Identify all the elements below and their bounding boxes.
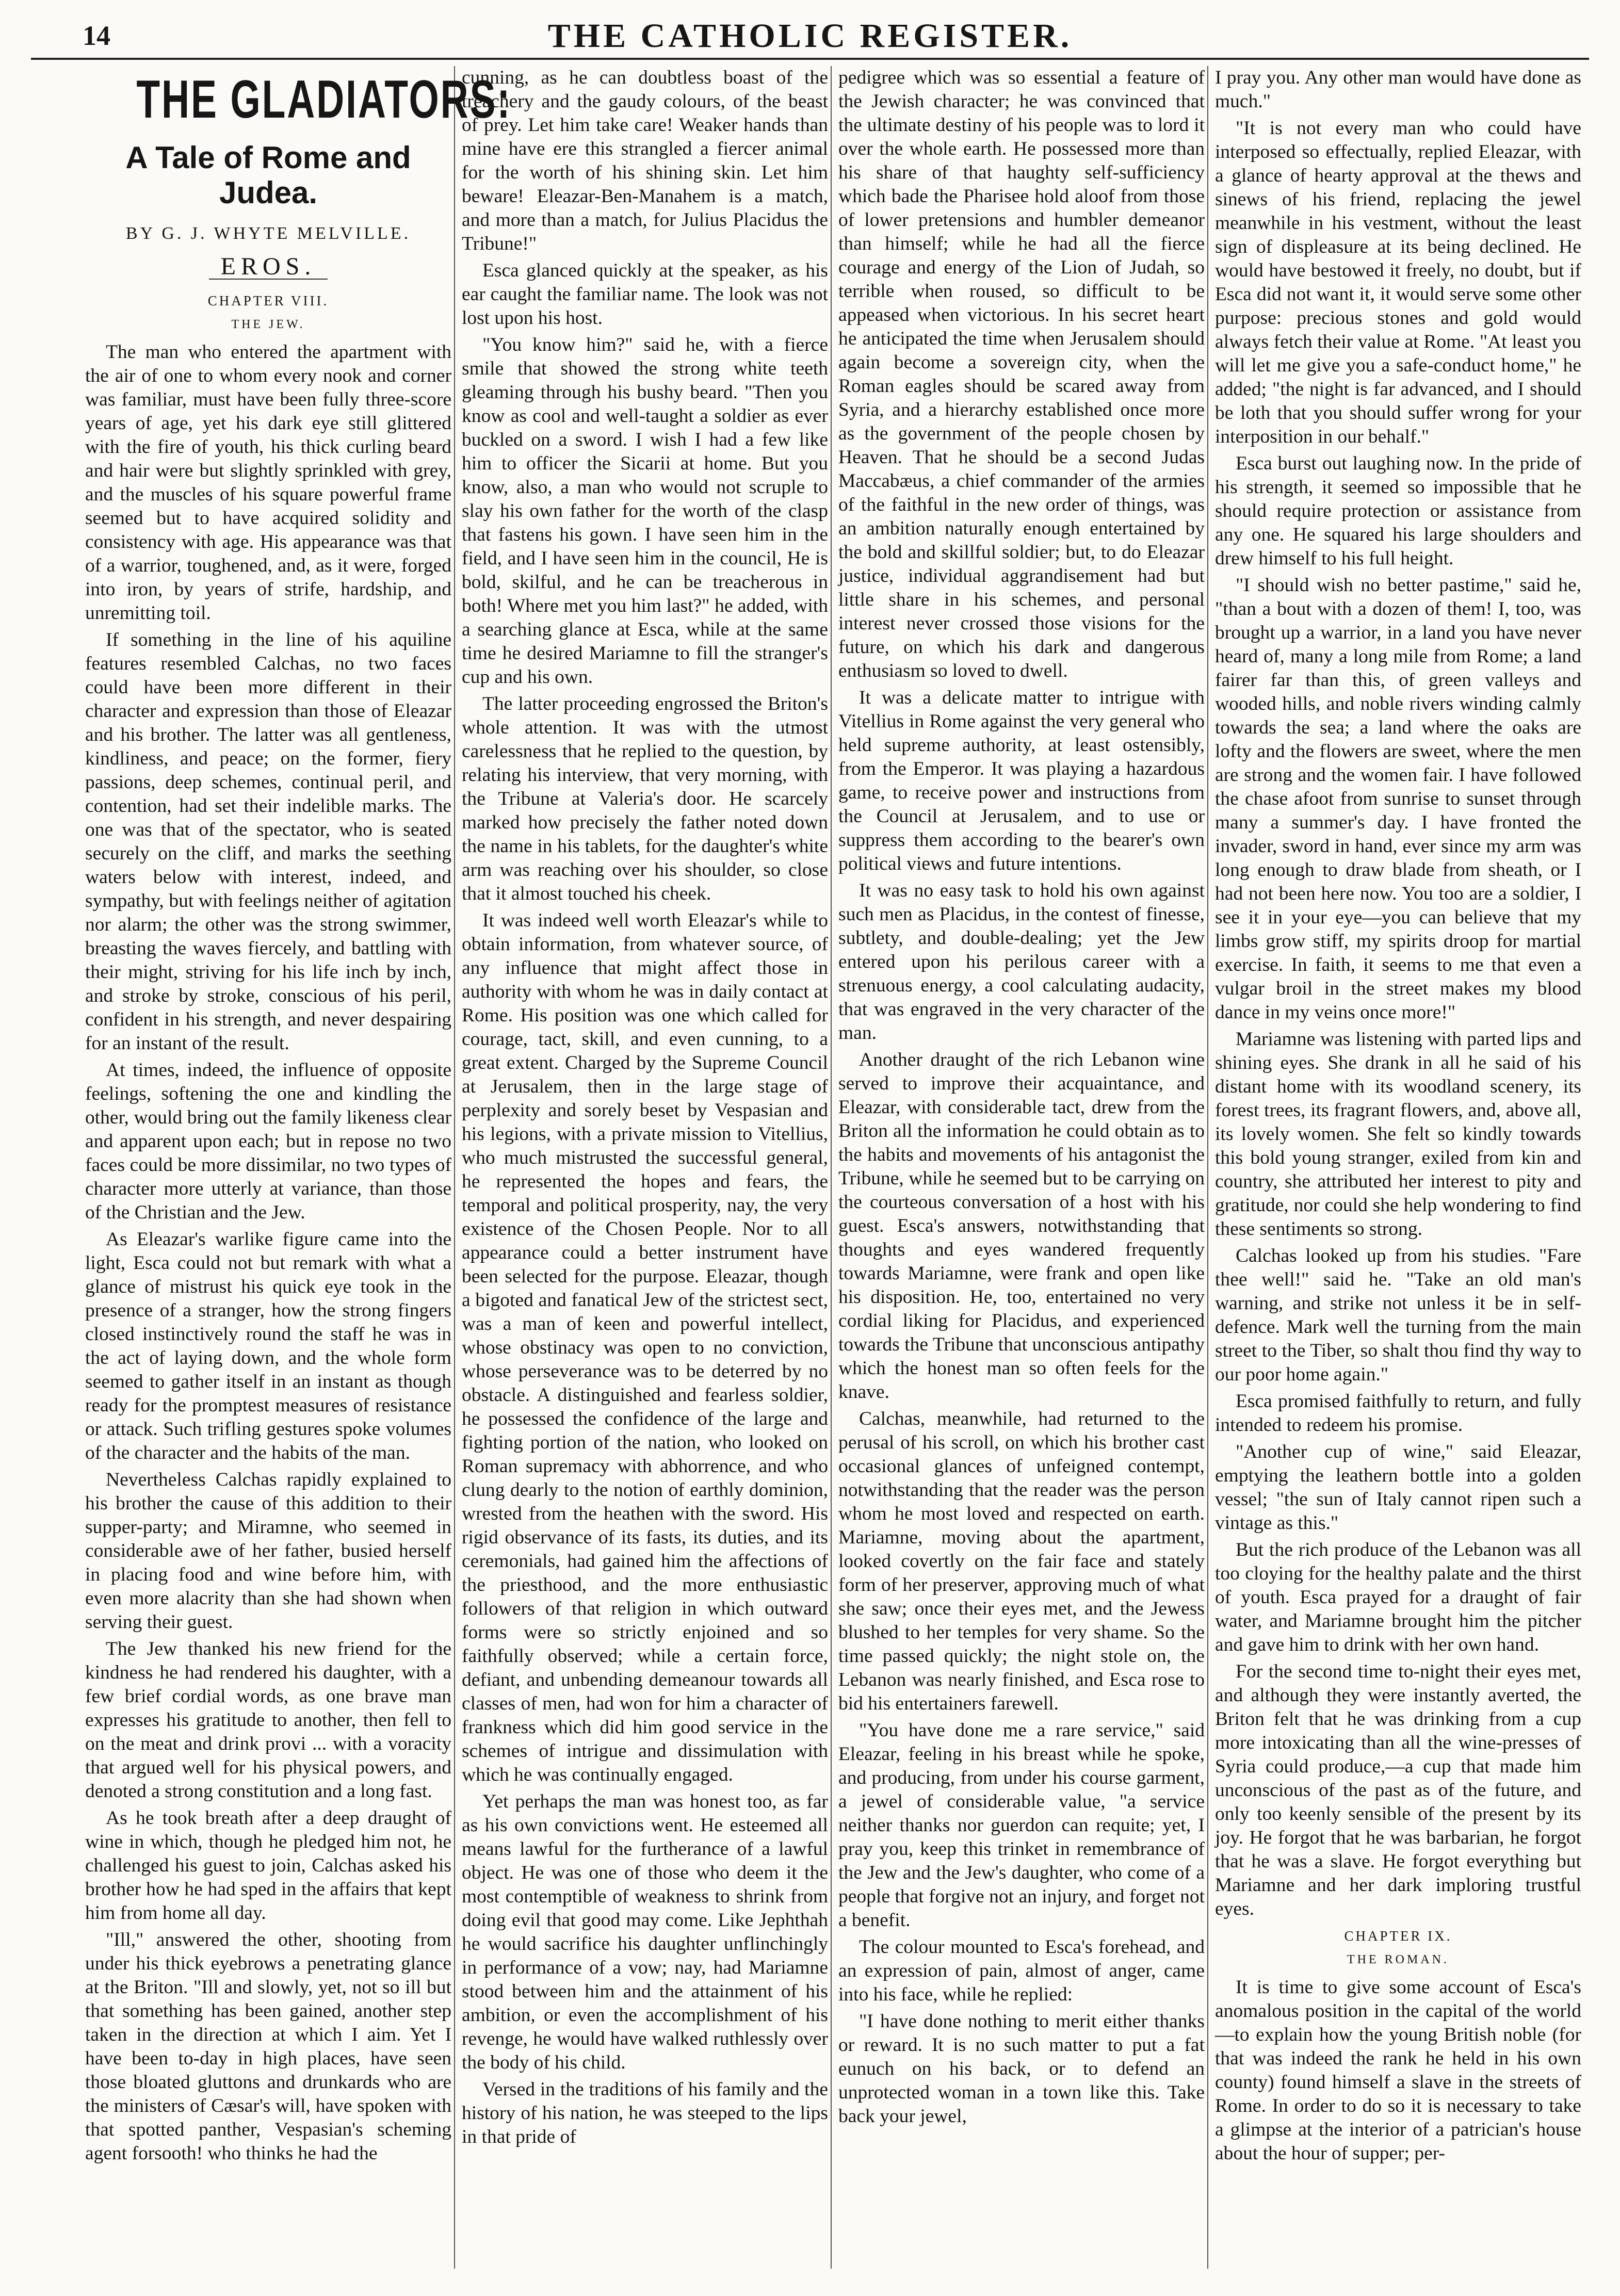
column-4 — [1215, 66, 1581, 2269]
paragraph: The colour mounted to Esca's forehead, and an expression of pain, almost of anger, came into his face, while he replied: — [838, 1936, 1205, 2005]
column-2 — [462, 66, 828, 2269]
article-subtitle: A Tale of Rome and Judea. — [125, 140, 411, 210]
chapter-subheading: THE JEW. — [231, 318, 305, 331]
article-title: THE GLADIATORS: — [136, 70, 512, 129]
paragraph: Esca promised faithfully to return, and fully intended to redeem his promise. — [1215, 1391, 1581, 1436]
paragraph: It was no easy task to hold his own against such men as Placidus, in the contest of finesse, subtlety, and double-dealing; yet the Jew entered upon his perilous career with a strenuous energy, a cool calculating audacity, that was engraved in the very character of the man. — [838, 880, 1205, 1044]
paragraph: I pray you. Any other man would have done as much." — [1215, 67, 1581, 112]
article-byline: BY G. J. WHYTE MELVILLE. — [125, 224, 411, 243]
paragraph: "I should wish no better pastime," said he, "than a bout with a dozen of them! I, too, was brought up a warrior, in a land you have never heard of, many a long mile from Rome; a land fairer far than this, of green valleys and wooded hills, and noble rivers winding calmly towards the sea; a land where the oaks are lofty and the flowers are sweet, where the men are strong and the women fair. I have followed the chase afoot from sunrise to sunset through many a summer's day. I have fronted the invader, sword in hand, ever since my arm was long enough to draw blade from sheath, or I had not been here now. You too are a soldier, I see it in your eye—you can believe that my limbs grow stiff, my spirits droop for martial exercise. In faith, it seems to me that even a vulgar broil in the street makes my blood dance in my veins once more!" — [1215, 575, 1581, 1023]
paragraph: The latter proceeding engrossed the Briton's whole attention. It was with the utmost carelessness that he replied to the question, by relating his interview, that very morning, with the Tribune at Valeria's door. He scarcely marked how precisely the father noted down the name in his tablets, for the daughter's white arm was reaching over his shoulder, so close that it almost touched his cheek. — [462, 693, 828, 904]
paragraph: Mariamne was listening with parted lips and shining eyes. She drank in all he said of his distant home with its woodland scenery, its forest trees, its fragrant flowers, and, above all, its lovely women. She felt so kindly towards this bold young stranger, exiled from kin and country, she attributed her interest to pity and gratitude, nor could she help wondering to find these sentiments so strong. — [1215, 1029, 1581, 1240]
chapter-subheading: THE ROMAN. — [1347, 1953, 1449, 1966]
paragraph: cunning, as he can doubtless boast of the treachery and the gaudy colours, of the beast of prey. Let him take care! Weaker hands than mine have ere this strangled a fiercer animal for the worth of his shining skin. Let him beware! Eleazar-Ben-Manahem is a match, and more than a match, for Julius Placidus the Tribune!" — [462, 67, 828, 254]
paragraph: As Eleazar's warlike figure came into the light, Esca could not but remark with what a glance of mistrust his quick eye took in the presence of a stranger, how the strong fingers closed instinctively round the staff he was in the act of laying down, and the whole form seemed to gather itself in an instant as though ready for the promptest measures of resistance or attack. Such trifling gestures spoke volumes of the character and the habits of the man. — [85, 1229, 451, 1463]
paragraph: "I have done nothing to merit either thanks or reward. It is no such matter to put a fat eunuch on his back, or to defend an unprotected woman in a town like this. Take back your jewel, — [838, 2011, 1205, 2127]
column-divider — [454, 66, 455, 2269]
paragraph: Another draught of the rich Lebanon wine served to improve their acquaintance, and Eleazar, with considerable tact, drew from the Briton all the information he could obtain as to the habits and movements of his antagonist the Tribune, while he seemed but to be carrying on the courteous conversation of a host with his guest. Esca's answers, notwithstanding that thoughts and eyes wandered frequently towards Mariamne, were frank and open like his disposition. He, too, entertained no very cordial liking for Placidus, and experienced towards the Tribune that unconscious antipathy which the honest man so often feels for the knave. — [838, 1049, 1205, 1403]
paragraph: The Jew thanked his new friend for the kindness he had rendered his daughter, with a few brief cordial words, as one brave man expresses his gratitude to another, then fell to on the meat and drink provi ... with a voracity that argued well for his physical powers, and denoted a strong constitution and a long fast. — [85, 1638, 451, 1802]
paragraph: Esca glanced quickly at the speaker, as his ear caught the familiar name. The look was not lost upon his host. — [462, 260, 828, 329]
paragraph: Calchas, meanwhile, had returned to the perusal of his scroll, on which his brother cast occasional glances of unfeigned contempt, notwithstanding that the reader was the person whom he most loved and respected on earth. Mariamne, moving about the apartment, looked covertly on the fair face and stately form of her preserver, approving much of what she saw; once their eyes met, and the Jewess blushed to her temples for very shame. So the time passed quickly; the night stole on, the Lebanon was nearly finished, and Esca rose to bid his entertainers farewell. — [838, 1408, 1205, 1714]
paragraph: "You know him?" said he, with a fierce smile that showed the strong white teeth gleaming through his bushy beard. "Then you know as cool and well-taught a soldier as ever buckled on a sword. I wish I had a few like him to officer the Sicarii at home. But you know, also, a man who would not scruple to slay his own father for the worth of the clasp that fastens his gown. I have seen him in the field, and I have seen him in the council, He is bold, skilful, and he can be treacherous in both! Where met you him last?" he added, with a searching glance at Esca, while at the same time he desired Mariamne to fill the stranger's cup and his own. — [462, 334, 828, 688]
column-divider — [1207, 66, 1208, 2269]
chapter-heading: CHAPTER IX. — [1344, 1928, 1452, 1944]
paragraph: Nevertheless Calchas rapidly explained to his brother the cause of this addition to their supper-party; and Miramne, who seemed in considerable awe of her father, busied herself in placing food and wine before him, with even more alacrity than she had shown when serving their guest. — [85, 1469, 451, 1633]
paragraph: Esca burst out laughing now. In the pride of his strength, it seemed so impossible that he should require protection or assistance from any one. He squared his large shoulders and drew himself to his full height. — [1215, 453, 1581, 569]
paragraph: Yet perhaps the man was honest too, as far as his own convictions went. He esteemed all means lawful for the furtherance of a lawful object. He was one of those who deem it the most contemptible of weakness to shrink from doing evil that good may come. Like Jephthah he would sacrifice his daughter unflinchingly in performance of a vow; nay, had Mariamne stood between him and the attainment of his ambition, or even the accomplishment of his revenge, he would have walked ruthlessly over the body of his child. — [462, 1791, 828, 2073]
paragraph: Calchas looked up from his studies. "Fare thee well!" said he. "Take an old man's warning, and strike not unless it be in self-defence. Mark well the turning from the main street to the Tiber, so shalt thou find thy way to our poor home again." — [1215, 1245, 1581, 1385]
paragraph: As he took breath after a deep draught of wine in which, though he pledged him not, he challenged his guest to join, Calchas asked his brother how he had sped in the affairs that kept him from home all day. — [85, 1808, 451, 1924]
header-rule — [31, 58, 1589, 60]
column-1 — [85, 66, 512, 2269]
paragraph: "Ill," answered the other, shooting from under his thick eyebrows a penetrating glance at the Briton. "Ill and slowly, yet, not so ill but that something has been gained, another step taken in the direction at which I aim. Yet I have been to-day in high places, have seen those bloated gluttons and drunkards who are the ministers of Cæsar's will, have spoken with that spotted panther, Vespasian's scheming agent forsooth! who thinks he had the — [85, 1929, 451, 2164]
masthead: THE CATHOLIC REGISTER. — [547, 17, 1073, 55]
paragraph: It is time to give some account of Esca's anomalous position in the capital of the world—to explain how the young British noble (for that was indeed the rank he held in his own county) found himself a slave in the streets of Rome. In order to do so it is necessary to take a glimpse at the interior of a patrician's house about the hour of supper; per- — [1215, 1977, 1581, 2164]
paragraph: It was a delicate matter to intrigue with Vitellius in Rome against the very general who held supreme authority, at least ostensibly, from the Emperor. It was playing a hazardous game, to receive power and instructions from the Council at Jerusalem, and to use or suppress them according to the bearer's own political views and future intentions. — [838, 687, 1205, 874]
column-divider — [831, 66, 832, 2269]
paragraph: But the rich produce of the Lebanon was all too cloying for the healthy palate and the thirst of youth. Esca prayed for a draught of fair water, and Mariamne brought him the pitcher and gave him to drink with her own hand. — [1215, 1539, 1581, 1655]
paragraph: Versed in the traditions of his family and the history of his nation, he was steeped to the lips in that pride of — [462, 2079, 828, 2147]
section-heading: EROS. — [209, 255, 328, 280]
page-header — [31, 15, 1589, 55]
page-number: 14 — [83, 20, 110, 51]
paragraph: pedigree which was so essential a feature of the Jewish character; he was convinced that the ultimate destiny of his people was to lord it over the whole earth. He possessed more than his share of that haughty self-sufficiency which bade the Pharisee hold aloof from those of lower pretensions and humbler demeanor than himself; while he had all the fierce courage and energy of the Lion of Judah, so terrible when roused, so difficult to be appeased when victorious. In his secret heart he anticipated the time when Jerusalem should again become a sovereign city, when the Roman eagles should be scared away from Syria, and a hierarchy established once more as the government of the people chosen by Heaven. That he should be a second Judas Maccabæus, a chief commander of the armies of the faithful in the new order of things, was an ambition naturally enough entertained by the bold and skillful soldier; but, to do Eleazar justice, individual aggrandisement had but little share in his schemes, and personal interest never crossed those visions for the future, on which his dark and dangerous enthusiasm so loved to dwell. — [838, 67, 1205, 681]
paragraph: "You have done me a rare service," said Eleazar, feeling in his breast while he spoke, and producing, from under his course garment, a jewel of considerable value, "a service neither thanks nor guerdon can requite; yet, I pray you, keep this trinket in remembrance of the Jew and the Jew's daughter, who come of a people that forgive not an injury, and forget not a benefit. — [838, 1720, 1205, 1931]
paragraph: It was indeed well worth Eleazar's while to obtain information, from whatever source, of any influence that might affect those in authority with whom he was in daily contact at Rome. His position was one which called for courage, tact, skill, and even cunning, to a great extent. Charged by the Supreme Council at Jerusalem, then in the large stage of perplexity and sorely beset by Vespasian and his legions, with a private mission to Vitellius, who much mistrusted the successful general, he represented the hopes and fears, the temporal and political prosperity, nay, the very existence of the Chosen People. Nor to all appearance could a better instrument have been selected for the purpose. Eleazar, though a bigoted and fanatical Jew of the strictest sect, was a man of keen and powerful intellect, whose obstinacy was open to no conviction, whose perseverance was to be deterred by no obstacle. A distinguished and fearless soldier, he possessed the confidence of the large and fighting portion of the nation, who looked on Roman supremacy with abhorrence, and who clung dearly to the notion of earthly dominion, wrested from the heathen with the sword. His rigid observance of its fasts, its duties, and its ceremonials, had gained him the affections of the priesthood, and the more enthusiastic followers of that religion in which outward forms were so strictly enjoined and so faithfully observed; while a certain force, defiant, and unbending demeanour towards all classes of men, had won for him a character of frankness which did him good service in the schemes of intrigue and dissimulation with which he was continually engaged. — [462, 910, 828, 1785]
paragraph: At times, indeed, the influence of opposite feelings, softening the one and kindling the other, would bring out the family likeness clear and apparent upon each; but in repose no two faces could be more dissimilar, no two types of character more utterly at variance, than those of the Christian and the Jew. — [85, 1060, 451, 1223]
paragraph: "Another cup of wine," said Eleazar, emptying the leathern bottle into a golden vessel; "the sun of Italy cannot ripen such a vintage as this." — [1215, 1441, 1581, 1534]
paragraph: If something in the line of his aquiline features resembled Calchas, no two faces could have been more different in their character and expression than those of Eleazar and his brother. The latter was all gentleness, kindliness, and peace; on the former, fiery passions, deep schemes, continual peril, and contention, had set their indelible marks. The one was that of the spectator, who is seated securely on the cliff, and marks the seething waters below with interest, indeed, and sympathy, but with feelings neither of agitation nor alarm; the other was the strong swimmer, breasting the waves fiercely, and battling with their might, striving for his life inch by inch, and stroke by stroke, conscious of his peril, confident in his strength, and never despairing for an instant of the result. — [85, 629, 451, 1054]
column-3 — [838, 66, 1205, 2269]
paragraph: "It is not every man who could have interposed so effectually, replied Eleazar, with a glance of hearty approval at the thews and sinews of his friend, replacing the jewel meanwhile in his vestment, without the least sign of displeasure at its being declined. He would have bestowed it freely, no doubt, but if Esca did not want it, it would serve some other purpose: precious stones and gold would always fetch their value at Rome. "At least you will let me give you a safe-conduct home," he added; "the night is far advanced, and I should be loth that you should suffer wrong for your interposition in our behalf." — [1215, 118, 1581, 447]
paragraph: For the second time to-night their eyes met, and although they were instantly averted, the Briton felt that he was drinking from a cup more intoxicating than all the wine-presses of Syria could produce,—a cup that made him unconscious of the past as of the future, and only too keenly sensible of the present by its joy. He forgot that he was barbarian, he forgot that he was a slave. He forgot everything but Mariamne and her dark imploring trustful eyes. — [1215, 1661, 1581, 1919]
chapter-heading: CHAPTER VIII. — [207, 293, 329, 308]
paragraph: The man who entered the apartment with the air of one to whom every nook and corner was familiar, must have been fully three-score years of age, yet his dark eye still glittered with the fire of youth, his thick curling beard and hair were but slightly sprinkled with grey, and the muscles of his square powerful frame seemed but to have acquired solidity and consistency with age. His appearance was that of a warrior, toughened, and, as it were, forged into iron, by years of strife, hardship, and unremitting toil. — [85, 341, 451, 624]
